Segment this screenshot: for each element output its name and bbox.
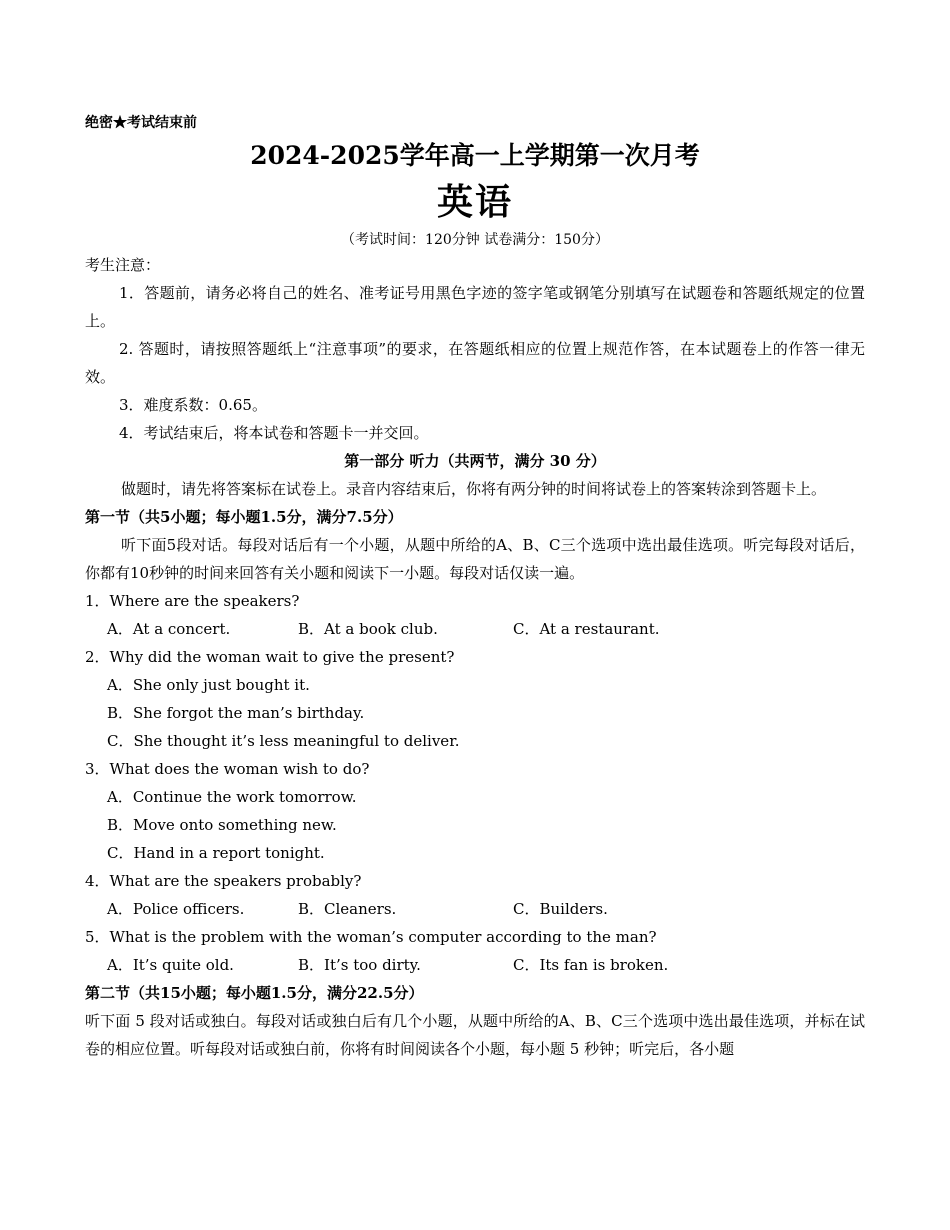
question-stem: 5．What is the problem with the woman’s computer according to the man?	[85, 928, 657, 946]
option-a: A．It’s quite old.	[107, 956, 234, 974]
part1-heading: 第一部分 听力（共两节，满分 30 分）	[344, 452, 606, 470]
option-row	[85, 951, 865, 979]
option-b: B．It’s too dirty.	[298, 956, 421, 974]
option-b: B．She forgot the man’s birthday.	[107, 704, 365, 722]
exam-title: 2024-2025学年高一上学期第一次月考	[250, 141, 700, 170]
section1-intro: 听下面5段对话。每段对话后有一个小题，从题中所给的A、B、C三个选项中选出最佳选项。听完每段对话后，你都有10秒钟的时间来回答有关小题和阅读下一小题。每段对话仅读一遍。	[85, 536, 865, 582]
question-stem: 3．What does the woman wish to do?	[85, 760, 370, 778]
notice-item: 2. 答题时，请按照答题纸上“注意事项”的要求，在答题纸相应的位置上规范作答，在本试题卷上的作答一律无效。	[85, 340, 865, 386]
option-a: A．At a concert.	[107, 620, 231, 638]
option-a: A．Police officers.	[107, 900, 245, 918]
question-stem: 2．Why did the woman wait to give the present?	[85, 648, 455, 666]
option-c: C．She thought it’s less meaningful to deliver.	[107, 732, 460, 750]
option-row	[85, 615, 865, 643]
option-b: B．At a book club.	[298, 620, 438, 638]
option-c: C．At a restaurant.	[513, 620, 660, 638]
confidential-label: 绝密★考试结束前	[85, 115, 197, 131]
section2-intro: 听下面 5 段对话或独白。每段对话或独白后有几个小题，从题中所给的A、B、C三个选项中选出最佳选项，并标在试卷的相应位置。听每段对话或独白前，你将有时间阅读各个小题，每小题 5 秒钟；听完后，各小题	[85, 1012, 865, 1058]
notice-item: 4．考试结束后，将本试卷和答题卡一并交回。	[119, 424, 429, 442]
option-c: C．Its fan is broken.	[513, 956, 669, 974]
question-stem: 1．Where are the speakers?	[85, 592, 300, 610]
option-a: A．Continue the work tomorrow.	[107, 788, 357, 806]
option-b: B．Move onto something new.	[107, 816, 337, 834]
option-a: A．She only just bought it.	[107, 676, 310, 694]
option-row	[85, 895, 865, 923]
option-c: C．Hand in a report tonight.	[107, 844, 325, 862]
subject-title: 英语	[436, 181, 513, 223]
option-b: B．Cleaners.	[298, 900, 397, 918]
option-c: C．Builders.	[513, 900, 608, 918]
part1-intro: 做题时，请先将答案标在试卷上。录音内容结束后，你将有两分钟的时间将试卷上的答案转涂到答题卡上。	[121, 480, 827, 498]
question-stem: 4．What are the speakers probably?	[85, 872, 362, 890]
section2-heading: 第二节（共15小题；每小题1.5分，满分22.5分）	[85, 984, 424, 1002]
notice-item: 3．难度系数：0.65。	[119, 396, 267, 414]
exam-time-info: （考试时间：120分钟 试卷满分：150分）	[341, 232, 609, 248]
notice-heading: 考生注意：	[85, 256, 161, 274]
section1-heading: 第一节（共5小题；每小题1.5分，满分7.5分）	[85, 508, 403, 526]
notice-item: 1．答题前，请务必将自己的姓名、准考证号用黑色字迹的签字笔或钢笔分别填写在试题卷和答题纸规定的位置上。	[85, 284, 865, 330]
